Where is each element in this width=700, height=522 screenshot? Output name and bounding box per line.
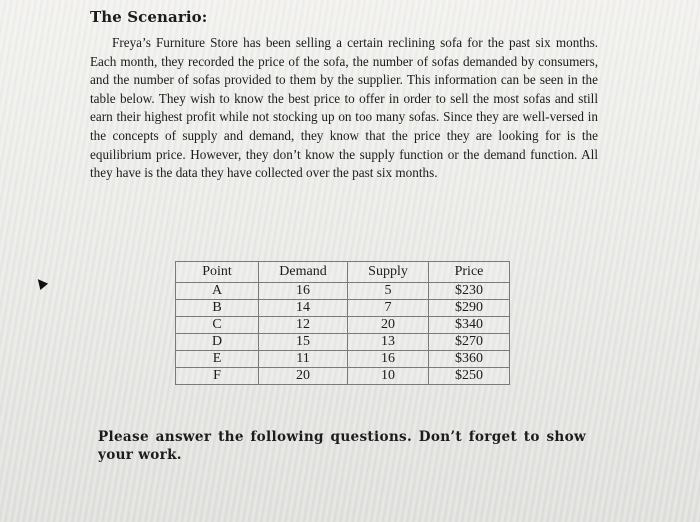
cell-supply: 20 [348,317,429,334]
cell-point: D [176,334,259,351]
header-demand: Demand [259,262,348,283]
cell-point: B [176,300,259,317]
question-prompt: Please answer the following questions. Don’t forget to show your work. [98,429,586,463]
cell-demand: 15 [259,334,348,351]
cell-point: C [176,317,259,334]
header-supply: Supply [348,262,429,283]
table-row [176,334,510,351]
data-table [175,261,510,385]
scenario-title: The Scenario: [90,8,208,26]
cell-point: F [176,368,259,385]
cell-supply: 7 [348,300,429,317]
table-header-row [176,262,510,283]
table-row [176,317,510,334]
header-point: Point [176,262,259,283]
cell-demand: 20 [259,368,348,385]
cell-demand: 12 [259,317,348,334]
cell-demand: 11 [259,351,348,368]
cell-price: $230 [429,283,510,300]
cell-price: $340 [429,317,510,334]
cell-supply: 10 [348,368,429,385]
header-price: Price [429,262,510,283]
scenario-paragraph: Freya’s Furniture Store has been selling a certain reclining sofa for the past six months. Each month, they recorded the price of the sofa, the number of sofas demanded by consumers, and the number of sofas provided to them by the supplier. This information can be seen in the table below. They wish to know the best price to offer in order to sell the most sofas and still earn their highest profit while not stocking up on too many sofas. Since they are well-versed in the concepts of supply and demand, they know that the price they are looking for is the equilibrium price. However, they don’t know the supply function or the demand function. All they have is the data they have collected over the past six months. [90,35,598,181]
cell-price: $270 [429,334,510,351]
table-row [176,283,510,300]
cell-supply: 16 [348,351,429,368]
cell-price: $290 [429,300,510,317]
cell-point: E [176,351,259,368]
cell-price: $360 [429,351,510,368]
table-row [176,368,510,385]
cell-supply: 13 [348,334,429,351]
cell-demand: 14 [259,300,348,317]
cell-supply: 5 [348,283,429,300]
table-row [176,300,510,317]
cell-demand: 16 [259,283,348,300]
mouse-pointer-icon [34,276,48,290]
table-row [176,351,510,368]
cell-price: $250 [429,368,510,385]
cell-point: A [176,283,259,300]
